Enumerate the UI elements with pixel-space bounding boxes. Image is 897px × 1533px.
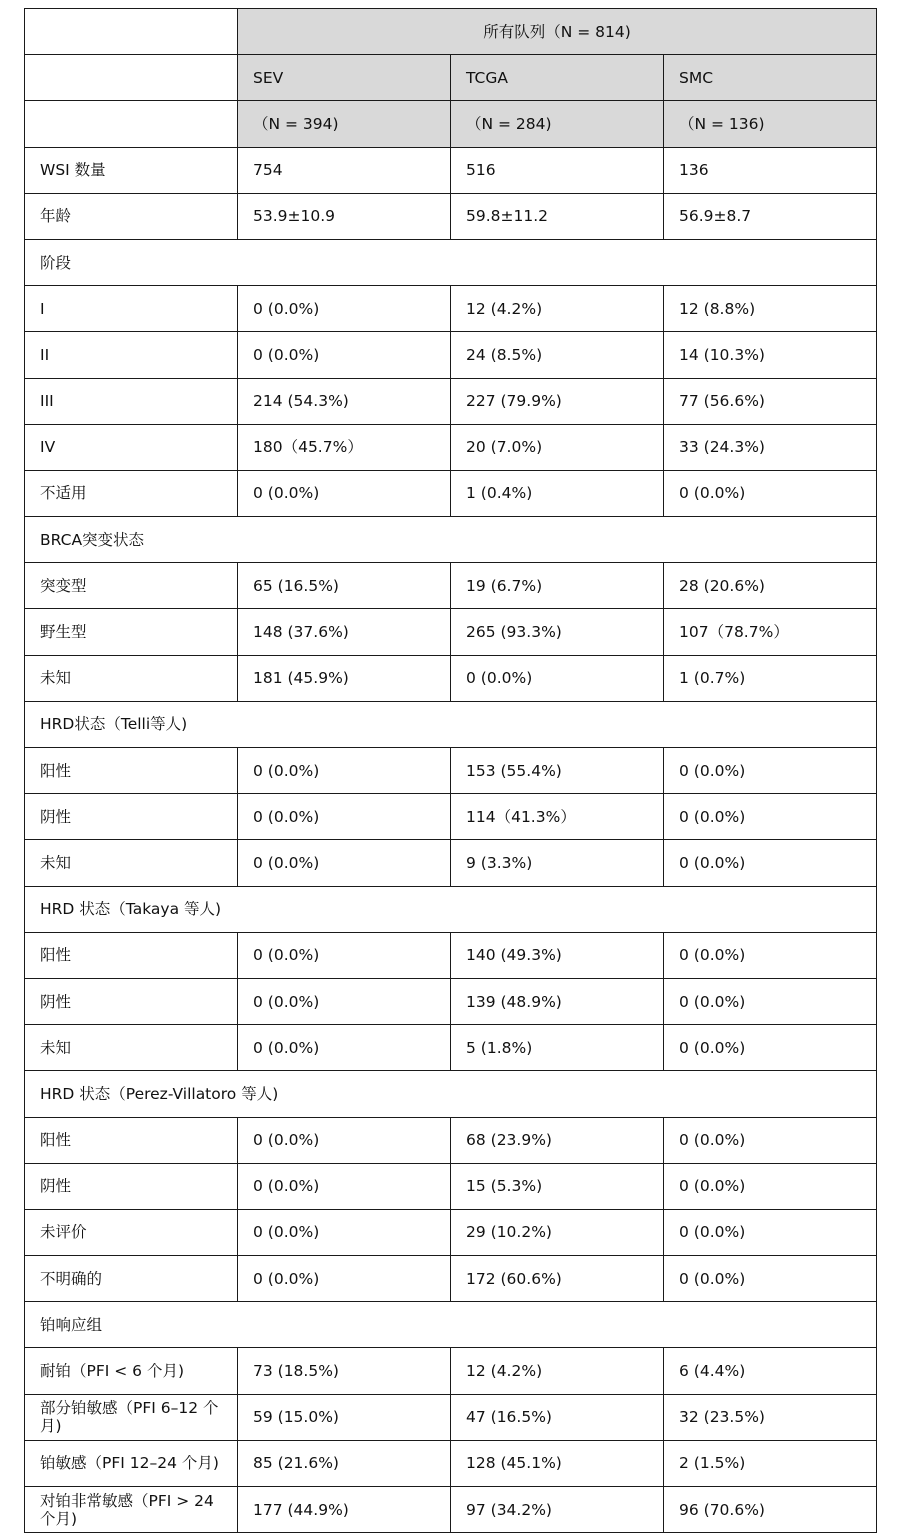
table-row	[25, 748, 877, 794]
cell-sev: 85 (21.6%)	[238, 1440, 451, 1486]
row-label: 耐铂（PFI < 6 个月)	[25, 1348, 238, 1394]
table-row	[25, 794, 877, 840]
cell-tcga: 12 (4.2%)	[451, 1348, 664, 1394]
row-label: II	[25, 332, 238, 378]
section-row	[25, 701, 877, 747]
cell-smc: 0 (0.0%)	[664, 1256, 877, 1302]
cell-smc: 0 (0.0%)	[664, 470, 877, 516]
row-label: 阳性	[25, 932, 238, 978]
row-label: 未知	[25, 655, 238, 701]
table-row	[25, 1025, 877, 1071]
table-row	[25, 1348, 877, 1394]
cell-tcga: 172 (60.6%)	[451, 1256, 664, 1302]
cell-tcga: 59.8±11.2	[451, 193, 664, 239]
cell-sev: 0 (0.0%)	[238, 748, 451, 794]
table-row	[25, 1440, 877, 1486]
cell-sev: 177 (44.9%)	[238, 1487, 451, 1533]
cohort-size-tcga: （N = 284)	[451, 101, 664, 147]
cell-tcga: 29 (10.2%)	[451, 1209, 664, 1255]
cell-tcga: 24 (8.5%)	[451, 332, 664, 378]
cell-sev: 0 (0.0%)	[238, 1256, 451, 1302]
row-label: 部分铂敏感（PFI 6–12 个月)	[25, 1394, 238, 1440]
row-label: 突变型	[25, 563, 238, 609]
cell-smc: 0 (0.0%)	[664, 1163, 877, 1209]
cell-smc: 136	[664, 147, 877, 193]
cell-tcga: 516	[451, 147, 664, 193]
cell-smc: 28 (20.6%)	[664, 563, 877, 609]
cell-smc: 77 (56.6%)	[664, 378, 877, 424]
cell-tcga: 139 (48.9%)	[451, 978, 664, 1024]
cell-smc: 96 (70.6%)	[664, 1487, 877, 1533]
cell-smc: 12 (8.8%)	[664, 286, 877, 332]
cell-sev: 214 (54.3%)	[238, 378, 451, 424]
cell-sev: 0 (0.0%)	[238, 978, 451, 1024]
cell-tcga: 9 (3.3%)	[451, 840, 664, 886]
row-label: IV	[25, 424, 238, 470]
table-row	[25, 1209, 877, 1255]
row-label: 不明确的	[25, 1256, 238, 1302]
table-row	[25, 932, 877, 978]
cell-tcga: 19 (6.7%)	[451, 563, 664, 609]
table-row	[25, 470, 877, 516]
cell-tcga: 265 (93.3%)	[451, 609, 664, 655]
table-row	[25, 1117, 877, 1163]
cell-smc: 1 (0.7%)	[664, 655, 877, 701]
cell-tcga: 68 (23.9%)	[451, 1117, 664, 1163]
section-row	[25, 1302, 877, 1348]
cell-tcga: 47 (16.5%)	[451, 1394, 664, 1440]
row-label: 对铂非常敏感（PFI > 24 个月)	[25, 1487, 238, 1533]
section-label: 阶段	[25, 239, 877, 285]
section-label: HRD状态（Telli等人)	[25, 701, 877, 747]
cell-smc: 0 (0.0%)	[664, 1117, 877, 1163]
cell-sev: 181 (45.9%)	[238, 655, 451, 701]
table-row	[25, 147, 877, 193]
cell-smc: 0 (0.0%)	[664, 1025, 877, 1071]
table-row	[25, 332, 877, 378]
table-row	[25, 563, 877, 609]
table-row	[25, 378, 877, 424]
table-row	[25, 193, 877, 239]
cell-sev: 0 (0.0%)	[238, 1117, 451, 1163]
table-row	[25, 1163, 877, 1209]
section-row	[25, 517, 877, 563]
table-row	[25, 424, 877, 470]
cell-smc: 6 (4.4%)	[664, 1348, 877, 1394]
table-row	[25, 655, 877, 701]
row-label: 未知	[25, 1025, 238, 1071]
cell-smc: 56.9±8.7	[664, 193, 877, 239]
table-row	[25, 978, 877, 1024]
cell-sev: 0 (0.0%)	[238, 794, 451, 840]
section-label: HRD 状态（Perez-Villatoro 等人)	[25, 1071, 877, 1117]
row-label: 阳性	[25, 748, 238, 794]
section-label: BRCA突变状态	[25, 517, 877, 563]
cell-smc: 0 (0.0%)	[664, 748, 877, 794]
cell-smc: 2 (1.5%)	[664, 1440, 877, 1486]
table-row	[25, 1394, 877, 1440]
cell-tcga: 0 (0.0%)	[451, 655, 664, 701]
row-label: 野生型	[25, 609, 238, 655]
row-label: 不适用	[25, 470, 238, 516]
row-label: WSI 数量	[25, 147, 238, 193]
cell-sev: 754	[238, 147, 451, 193]
cell-smc: 0 (0.0%)	[664, 1209, 877, 1255]
cell-sev: 0 (0.0%)	[238, 1025, 451, 1071]
cell-tcga: 153 (55.4%)	[451, 748, 664, 794]
cell-sev: 0 (0.0%)	[238, 470, 451, 516]
cell-smc: 0 (0.0%)	[664, 932, 877, 978]
cell-sev: 0 (0.0%)	[238, 1163, 451, 1209]
cell-tcga: 20 (7.0%)	[451, 424, 664, 470]
header-empty-cell	[25, 55, 238, 101]
cell-smc: 0 (0.0%)	[664, 840, 877, 886]
section-label: 铂响应组	[25, 1302, 877, 1348]
cell-sev: 0 (0.0%)	[238, 1209, 451, 1255]
cell-sev: 53.9±10.9	[238, 193, 451, 239]
cell-smc: 32 (23.5%)	[664, 1394, 877, 1440]
cell-sev: 148 (37.6%)	[238, 609, 451, 655]
row-label: 阳性	[25, 1117, 238, 1163]
cell-tcga: 227 (79.9%)	[451, 378, 664, 424]
section-label: HRD 状态（Takaya 等人)	[25, 886, 877, 932]
cell-tcga: 140 (49.3%)	[451, 932, 664, 978]
cell-sev: 59 (15.0%)	[238, 1394, 451, 1440]
cell-sev: 65 (16.5%)	[238, 563, 451, 609]
cell-tcga: 15 (5.3%)	[451, 1163, 664, 1209]
cohort-characteristics-table	[24, 8, 877, 1533]
row-label: III	[25, 378, 238, 424]
row-label: 阴性	[25, 794, 238, 840]
table-row	[25, 286, 877, 332]
cohort-name-tcga: TCGA	[451, 55, 664, 101]
cell-tcga: 128 (45.1%)	[451, 1440, 664, 1486]
cohort-size-sev: （N = 394)	[238, 101, 451, 147]
header-row-cohort-sizes	[25, 101, 877, 147]
header-row-all-cohorts	[25, 9, 877, 55]
cell-smc: 107（78.7%）	[664, 609, 877, 655]
cell-smc: 14 (10.3%)	[664, 332, 877, 378]
row-label: I	[25, 286, 238, 332]
cell-smc: 0 (0.0%)	[664, 978, 877, 1024]
cell-smc: 0 (0.0%)	[664, 794, 877, 840]
cell-sev: 0 (0.0%)	[238, 286, 451, 332]
section-row	[25, 239, 877, 285]
row-label: 未评价	[25, 1209, 238, 1255]
table-row	[25, 1487, 877, 1533]
cell-tcga: 1 (0.4%)	[451, 470, 664, 516]
section-row	[25, 886, 877, 932]
table-row	[25, 840, 877, 886]
cell-sev: 0 (0.0%)	[238, 840, 451, 886]
cell-tcga: 5 (1.8%)	[451, 1025, 664, 1071]
cohort-name-sev: SEV	[238, 55, 451, 101]
row-label: 阴性	[25, 1163, 238, 1209]
row-label: 年龄	[25, 193, 238, 239]
cell-tcga: 114（41.3%）	[451, 794, 664, 840]
header-empty-cell	[25, 9, 238, 55]
cell-sev: 73 (18.5%)	[238, 1348, 451, 1394]
row-label: 铂敏感（PFI 12–24 个月)	[25, 1440, 238, 1486]
cell-sev: 180（45.7%）	[238, 424, 451, 470]
table-row	[25, 1256, 877, 1302]
cell-tcga: 12 (4.2%)	[451, 286, 664, 332]
cohort-name-smc: SMC	[664, 55, 877, 101]
row-label: 未知	[25, 840, 238, 886]
row-label: 阴性	[25, 978, 238, 1024]
table-body	[25, 9, 877, 1533]
table-row	[25, 609, 877, 655]
cell-smc: 33 (24.3%)	[664, 424, 877, 470]
cell-sev: 0 (0.0%)	[238, 932, 451, 978]
section-row	[25, 1071, 877, 1117]
header-empty-cell	[25, 101, 238, 147]
cell-tcga: 97 (34.2%)	[451, 1487, 664, 1533]
header-row-cohort-names	[25, 55, 877, 101]
all-cohorts-header: 所有队列（N = 814)	[238, 9, 877, 55]
cohort-size-smc: （N = 136)	[664, 101, 877, 147]
cell-sev: 0 (0.0%)	[238, 332, 451, 378]
